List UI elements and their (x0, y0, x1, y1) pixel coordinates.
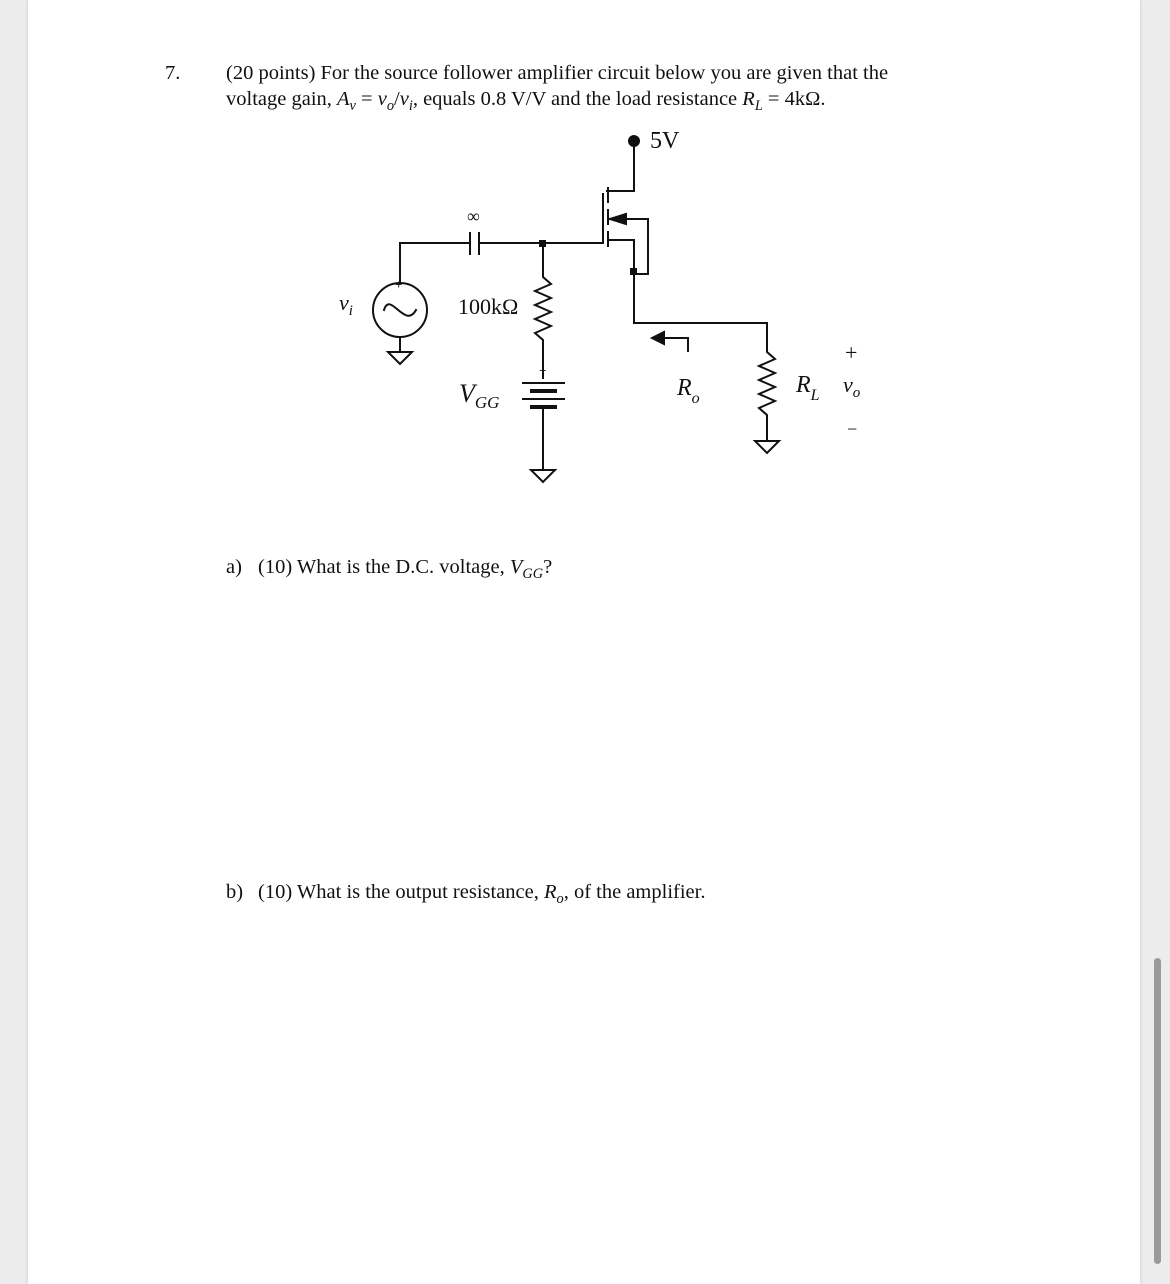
part-a-text: What is the D.C. voltage, (296, 556, 510, 578)
battery-plus: + (539, 363, 547, 378)
resistor-100k-label: 100kΩ (458, 294, 519, 319)
part-a-label: a) (226, 556, 242, 578)
rl-symbol-letter: R (742, 88, 755, 110)
resistor-100k-symbol (535, 243, 551, 378)
part-b-text: What is the output resistance, (296, 881, 544, 903)
ro-label (676, 375, 700, 407)
question-text-2a: voltage gain, (226, 88, 338, 110)
question-equals: = (355, 88, 378, 110)
vi-label-letter: v (339, 290, 349, 315)
question-points: (20 points) (226, 62, 316, 84)
part-a-points: (10) (258, 556, 293, 578)
ro-label-letter: R (677, 375, 692, 401)
vi-symbol-sub: i (408, 98, 413, 115)
vgg-label-letter: V (459, 379, 475, 408)
output-minus: − (847, 419, 858, 439)
part-a-var (509, 556, 544, 583)
capacitor-symbol (470, 233, 479, 254)
question-text-1: For the source follower amplifier circuit below you are given that the (320, 62, 889, 84)
wire-source-output (634, 274, 767, 333)
part-a-var-sub: GG (522, 566, 544, 583)
part-b-end: , of the amplifier. (563, 881, 706, 903)
vo-label-sub: o (852, 385, 861, 401)
gain-symbol-letter: A (337, 88, 350, 110)
wire-input (400, 243, 470, 283)
vo-symbol-letter: v (377, 88, 387, 110)
part-a (226, 556, 552, 583)
question-slash: / (394, 88, 400, 110)
gain-symbol-sub: v (349, 98, 356, 115)
wire-supply-drain (607, 141, 634, 191)
vgg-label-sub: GG (474, 393, 500, 412)
output-plus: + (845, 340, 858, 365)
question-text-2c: = 4kΩ. (762, 88, 826, 110)
part-b-label: b) (226, 881, 244, 903)
part-b-var (544, 881, 564, 908)
ac-source-symbol (373, 283, 427, 364)
ro-arrow (652, 332, 688, 351)
vi-label (339, 290, 353, 319)
rl-label-sub: L (810, 387, 820, 404)
rl-symbol-sub: L (754, 98, 763, 115)
ground-rl (755, 441, 779, 453)
part-b-var-letter: R (544, 881, 557, 903)
resistor-rl-symbol (759, 333, 775, 441)
rl-label-letter: R (796, 372, 811, 398)
vo-label (843, 372, 861, 401)
vo-label-letter: v (843, 372, 853, 397)
question-text-2b: , equals 0.8 V/V and the load resistance (412, 88, 743, 110)
part-b-var-sub: o (556, 891, 564, 908)
rl-label (795, 372, 820, 404)
mosfet-symbol (603, 188, 648, 274)
part-b (226, 881, 705, 908)
vi-label-sub: i (348, 303, 353, 319)
question-number: 7. (165, 62, 181, 84)
vgg-battery-symbol (523, 383, 564, 482)
part-a-end: ? (543, 556, 553, 578)
scrollbar-thumb[interactable] (1154, 958, 1161, 1264)
ro-label-sub: o (691, 390, 700, 407)
part-b-points: (10) (258, 881, 293, 903)
vo-symbol-sub: o (386, 98, 395, 115)
vi-symbol-letter: v (399, 88, 409, 110)
capacitor-label: ∞ (467, 206, 480, 226)
vgg-label (459, 379, 499, 412)
part-a-var-letter: V (509, 556, 523, 578)
ac-source-plus: + (395, 277, 403, 292)
supply-label: 5V (650, 128, 680, 154)
